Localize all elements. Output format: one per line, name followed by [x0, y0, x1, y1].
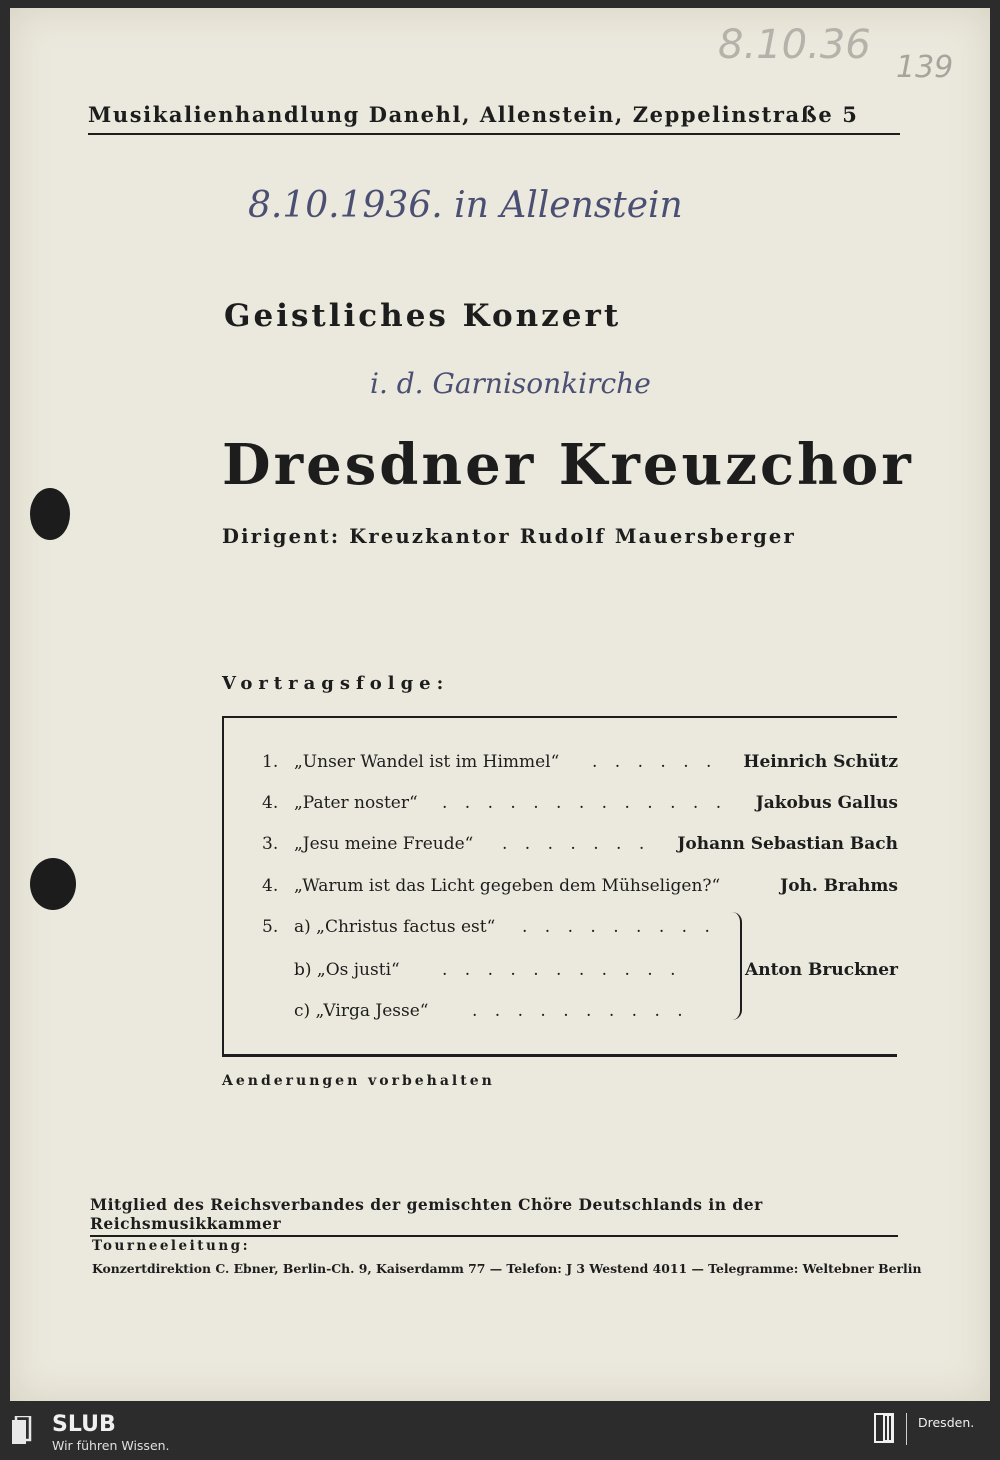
program-item: [262, 752, 898, 782]
program-item-title: „Warum ist das Licht gegeben dem Mühseligen?“: [294, 876, 721, 896]
changes-note: Aenderungen vorbehalten: [222, 1073, 495, 1089]
dresden-crest-icon: [874, 1413, 894, 1443]
handwritten-date-place: 8.10.1936. in Allenstein: [248, 185, 683, 226]
dresden-logo-text: Dresden.: [918, 1415, 975, 1430]
slub-tagline: Wir führen Wissen.: [52, 1438, 170, 1453]
bruckner-brace: [728, 912, 742, 1020]
concert-type: Geistliches Konzert: [224, 298, 622, 334]
program-item: [262, 793, 898, 823]
program-item-dots: . . . . . . . . .: [522, 917, 716, 937]
handwritten-venue: i. d. Garnisonkirche: [370, 367, 651, 400]
program-item: [262, 1001, 898, 1031]
program-item-number: 1.: [262, 752, 279, 772]
program-item: [262, 876, 898, 906]
program-item-composer: Jakobus Gallus: [755, 793, 898, 813]
slub-logo-icon: [12, 1416, 38, 1444]
shop-header: Musikalienhandlung Danehl, Allenstein, Zeppelinstraße 5: [88, 102, 859, 127]
choir-name: Dresdner Kreuzchor: [222, 432, 914, 498]
program-item-title: c) „Virga Jesse“: [294, 1001, 429, 1021]
program-item: [262, 917, 898, 947]
program-item-title: „Unser Wandel ist im Himmel“: [294, 752, 560, 772]
tour-details: Konzertdirektion C. Ebner, Berlin-Ch. 9, Kaiserdamm 77 — Telefon: J 3 Westend 4011 — Telegramme: Weltebner Berlin: [92, 1261, 922, 1276]
program-item-dots: . . . . . . . . . .: [472, 1001, 689, 1021]
conductor-line: Dirigent: Kreuzkantor Rudolf Mauersberger: [222, 525, 796, 548]
program-item-number: 4.: [262, 876, 279, 896]
program-item-dots: . . . . . . . . . . .: [442, 960, 682, 980]
program-item-title: „Jesu meine Freude“: [294, 834, 474, 854]
program-item-title: a) „Christus factus est“: [294, 917, 496, 937]
tour-label: Tourneeleitung:: [92, 1238, 251, 1254]
program-item-number: 5.: [262, 917, 279, 937]
program-item: [262, 960, 898, 990]
program-item-composer: Heinrich Schütz: [743, 752, 898, 772]
punch-hole-top: [30, 488, 70, 540]
pencil-date: 8.10.36: [718, 22, 871, 68]
program-item-dots: . . . . . . . . . . . . .: [442, 793, 728, 813]
program-item-dots: . . . . . . .: [502, 834, 651, 854]
membership-line: Mitglied des Reichsverbandes der gemischten Chöre Deutschlands in der Reichsmusikkammer: [90, 1195, 898, 1237]
program-item-title: b) „Os justi“: [294, 960, 400, 980]
slub-name: SLUB: [52, 1412, 116, 1437]
program-item: [262, 834, 898, 864]
header-rule: [88, 133, 900, 135]
program-item-dots: . . . . . .: [592, 752, 718, 772]
footer-bar: [0, 1401, 1000, 1460]
dresden-divider: [906, 1413, 907, 1445]
pencil-number: 139: [896, 50, 954, 85]
program-item-number: 4.: [262, 793, 279, 813]
punch-hole-bottom: [30, 858, 76, 910]
program-item-number: 3.: [262, 834, 279, 854]
program-item-title: „Pater noster“: [294, 793, 418, 813]
program-item-composer: Johann Sebastian Bach: [677, 834, 898, 854]
program-item-composer: Anton Bruckner: [745, 960, 898, 980]
program-heading: Vortragsfolge:: [222, 673, 450, 694]
program-item-composer: Joh. Brahms: [780, 876, 898, 896]
